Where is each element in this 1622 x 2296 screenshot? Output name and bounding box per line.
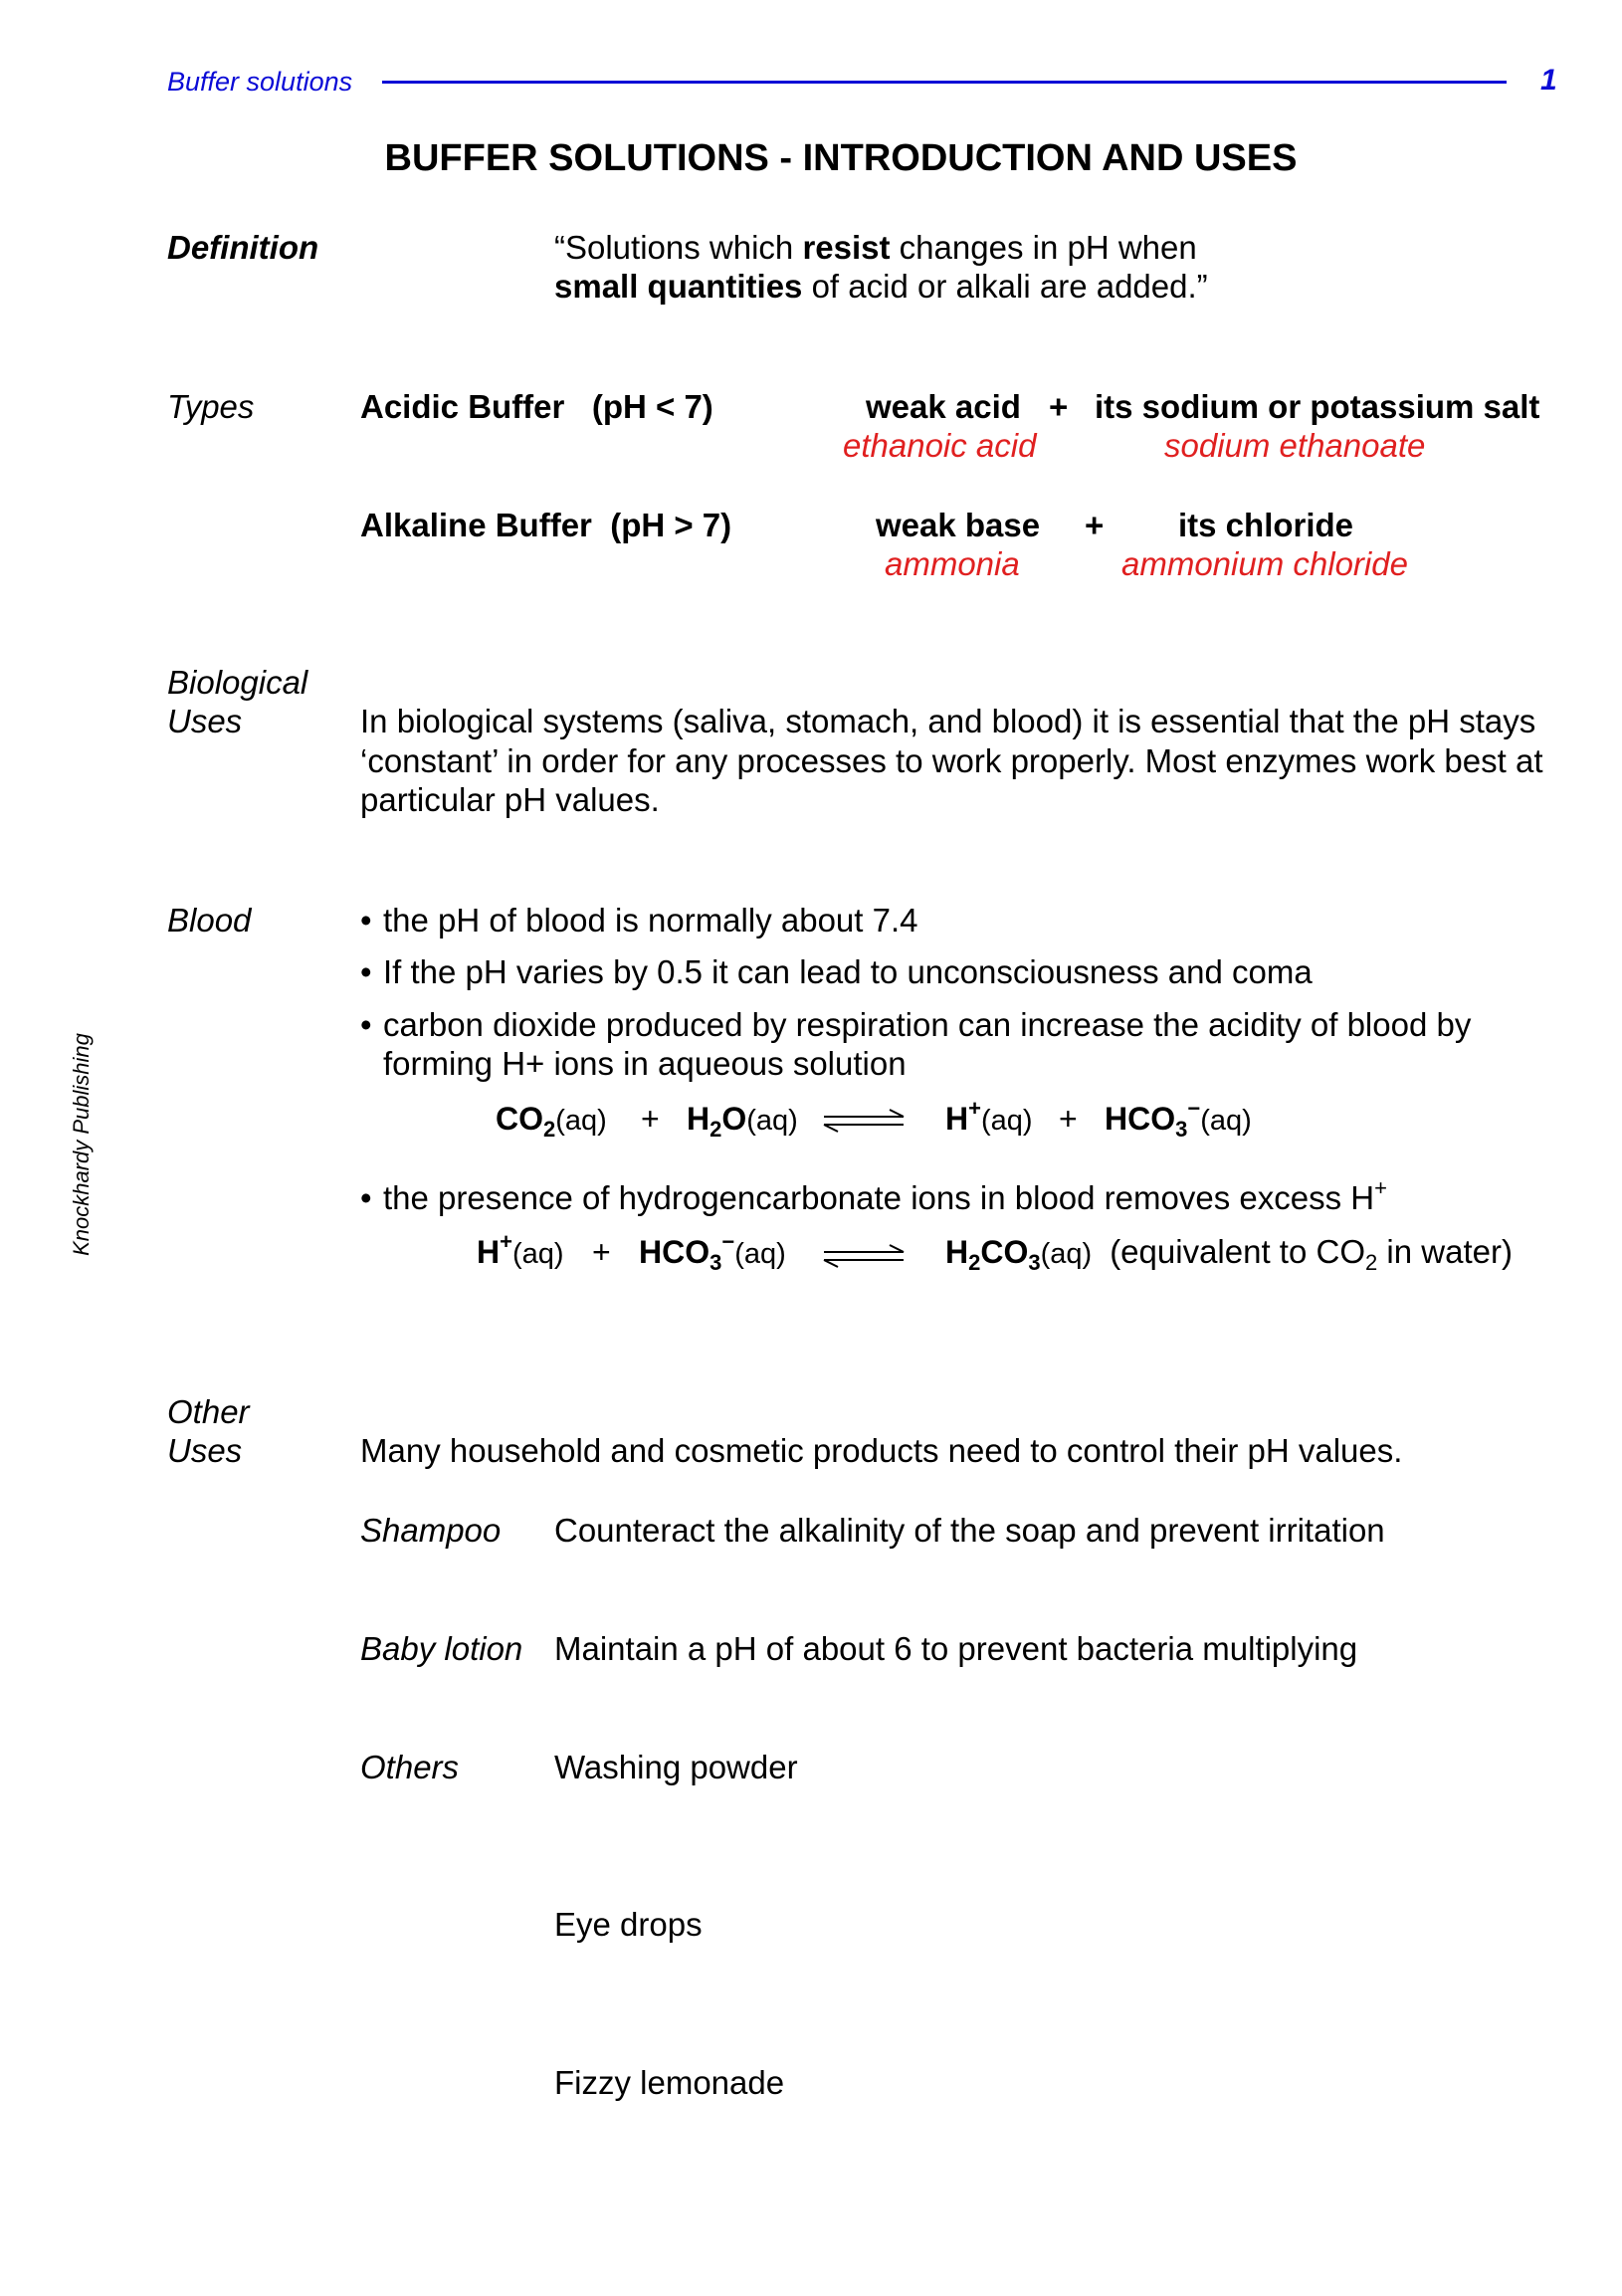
acidic-component-salt: its sodium or potassium salt xyxy=(1095,388,1540,425)
eq2-co: CO xyxy=(980,1234,1029,1270)
alkaline-example-base: ammonia xyxy=(885,545,1020,582)
bullet-4-text xyxy=(383,1175,1387,1218)
eq1-plus-2: + xyxy=(1059,1101,1078,1137)
eq2-hco3 xyxy=(639,1229,786,1275)
acidic-example-salt: sodium ethanoate xyxy=(1164,427,1426,464)
eq1-aq-3: (aq) xyxy=(980,1105,1033,1137)
blood-label: Blood xyxy=(167,902,252,939)
eq2-note-b: in water) xyxy=(1377,1233,1513,1270)
types-label: Types xyxy=(167,388,255,425)
equation-2 xyxy=(477,1229,1513,1275)
other-label-2: Uses xyxy=(167,1432,243,1469)
other-item-label: Baby lotion xyxy=(360,1630,523,1667)
eq2-product xyxy=(945,1232,1513,1274)
eq1-plus-charge: + xyxy=(968,1096,981,1121)
bullet-marker: • xyxy=(360,953,372,990)
eq1-minus-charge: − xyxy=(1187,1096,1201,1121)
alkaline-example-salt: ammonium chloride xyxy=(1121,545,1408,582)
eq2-note-sub: 2 xyxy=(1365,1250,1378,1275)
eq1-plus-1: + xyxy=(641,1101,660,1137)
other-item-text: Counteract the alkalinity of the soap and prevent irritation xyxy=(554,1512,1385,1549)
eq2-plus: + xyxy=(592,1234,611,1270)
eq1-co-sub: 2 xyxy=(543,1117,556,1142)
definition-label: Definition xyxy=(167,229,319,266)
eq1-aq-2: (aq) xyxy=(746,1105,798,1137)
alkaline-plus: + xyxy=(1085,507,1105,543)
eq2-hco: HCO xyxy=(639,1234,710,1270)
biological-label-1: Biological xyxy=(167,664,308,701)
eq2-h2-sub: 2 xyxy=(968,1250,981,1275)
blood-bullet-3 xyxy=(360,1005,1472,1045)
eq1-h-ion: H xyxy=(945,1101,969,1137)
biological-line-2: ‘constant’ in order for any processes to work properly. Most enzymes work best at xyxy=(360,742,1543,779)
definition-text-c: changes in pH when xyxy=(890,229,1197,266)
page-title: BUFFER SOLUTIONS - INTRODUCTION AND USES xyxy=(384,137,1298,179)
eq2-aq-1: (aq) xyxy=(511,1238,564,1270)
definition-line-2 xyxy=(554,267,1208,307)
eq2-note-a: (equivalent to CO xyxy=(1110,1233,1365,1270)
blood-bullet-2 xyxy=(360,952,1313,992)
bullet-marker: • xyxy=(360,1006,372,1043)
acidic-example-acid: ethanoic acid xyxy=(843,427,1037,464)
eq1-hco3 xyxy=(1105,1096,1252,1142)
alkaline-component-weak-base: weak base xyxy=(876,507,1041,543)
page-number: 1 xyxy=(1540,64,1557,97)
bullet-marker: • xyxy=(360,1179,372,1216)
bullet-4-main: the presence of hydrogencarbonate ions in blood removes excess H xyxy=(383,1179,1375,1216)
bullet-1-text: the pH of blood is normally about 7.4 xyxy=(383,902,918,939)
alkaline-buffer-heading: Alkaline Buffer (pH > 7) xyxy=(360,507,732,543)
running-header-title: Buffer solutions xyxy=(167,67,353,97)
publisher-side-text: Knockhardy Publishing xyxy=(69,1033,94,1256)
other-item-text: Washing powder xyxy=(554,1749,798,1785)
biological-line-3: particular pH values. xyxy=(360,781,660,818)
eq2-minus-charge: − xyxy=(721,1229,735,1254)
blood-bullet-3-line-2: forming H+ ions in aqueous solution xyxy=(383,1045,907,1082)
eq2-h: H xyxy=(477,1234,501,1270)
definition-bold-resist: resist xyxy=(802,229,891,266)
header-rule xyxy=(382,81,1507,84)
definition-text-a: “Solutions which xyxy=(554,229,803,266)
definition-text-d: of acid or alkali are added.” xyxy=(802,268,1208,305)
biological-label-2: Uses xyxy=(167,703,243,739)
bullet-3-text-line-1: carbon dioxide produced by respiration can increase the acidity of blood by xyxy=(383,1006,1472,1043)
other-item-label: Others xyxy=(360,1749,460,1785)
eq1-h: H xyxy=(687,1101,710,1137)
eq1-hco-sub: 3 xyxy=(1175,1117,1188,1142)
other-item-text: Maintain a pH of about 6 to prevent bacteria multiplying xyxy=(554,1630,1358,1667)
acidic-buffer-heading: Acidic Buffer (pH < 7) xyxy=(360,388,713,425)
biological-line-1: In biological systems (saliva, stomach, and blood) it is essential that the pH stays xyxy=(360,703,1536,739)
acidic-plus: + xyxy=(1049,388,1069,425)
blood-bullet-4 xyxy=(360,1175,1387,1218)
bullet-marker: • xyxy=(360,902,372,939)
eq2-aq-2: (aq) xyxy=(734,1238,786,1270)
eq1-o: O xyxy=(721,1101,747,1137)
eq2-hco-sub: 3 xyxy=(710,1250,722,1275)
eq1-aq-1: (aq) xyxy=(555,1105,607,1137)
equilibrium-arrow-icon xyxy=(822,1109,906,1133)
eq1-hplus xyxy=(945,1096,1033,1141)
definition-line-1 xyxy=(554,228,1197,268)
equation-1 xyxy=(496,1096,1252,1142)
eq1-h-sub: 2 xyxy=(710,1117,722,1142)
eq1-co: CO xyxy=(496,1101,543,1137)
eq2-aq-3: (aq) xyxy=(1040,1238,1093,1270)
other-item-text: Fizzy lemonade xyxy=(554,2064,785,2101)
eq2-plus-charge: + xyxy=(500,1229,512,1254)
acidic-component-weak-acid: weak acid xyxy=(866,388,1021,425)
eq1-hco: HCO xyxy=(1105,1101,1176,1137)
bullet-2-text: If the pH varies by 0.5 it can lead to unconsciousness and coma xyxy=(383,953,1313,990)
other-item-text: Eye drops xyxy=(554,1906,703,1943)
eq2-co-sub: 3 xyxy=(1028,1250,1041,1275)
other-label-1: Other xyxy=(167,1393,250,1430)
eq1-aq-4: (aq) xyxy=(1200,1105,1252,1137)
blood-bullet-1 xyxy=(360,901,918,940)
alkaline-component-chloride: its chloride xyxy=(1178,507,1354,543)
definition-bold-small-quantities: small quantities xyxy=(554,268,803,305)
other-item-label: Shampoo xyxy=(360,1512,502,1549)
bullet-4-sup: + xyxy=(1374,1175,1387,1200)
other-intro: Many household and cosmetic products need to control their pH values. xyxy=(360,1432,1403,1469)
eq1-water xyxy=(687,1099,798,1141)
eq2-h2: H xyxy=(945,1234,969,1270)
equilibrium-arrow-icon xyxy=(822,1244,906,1268)
